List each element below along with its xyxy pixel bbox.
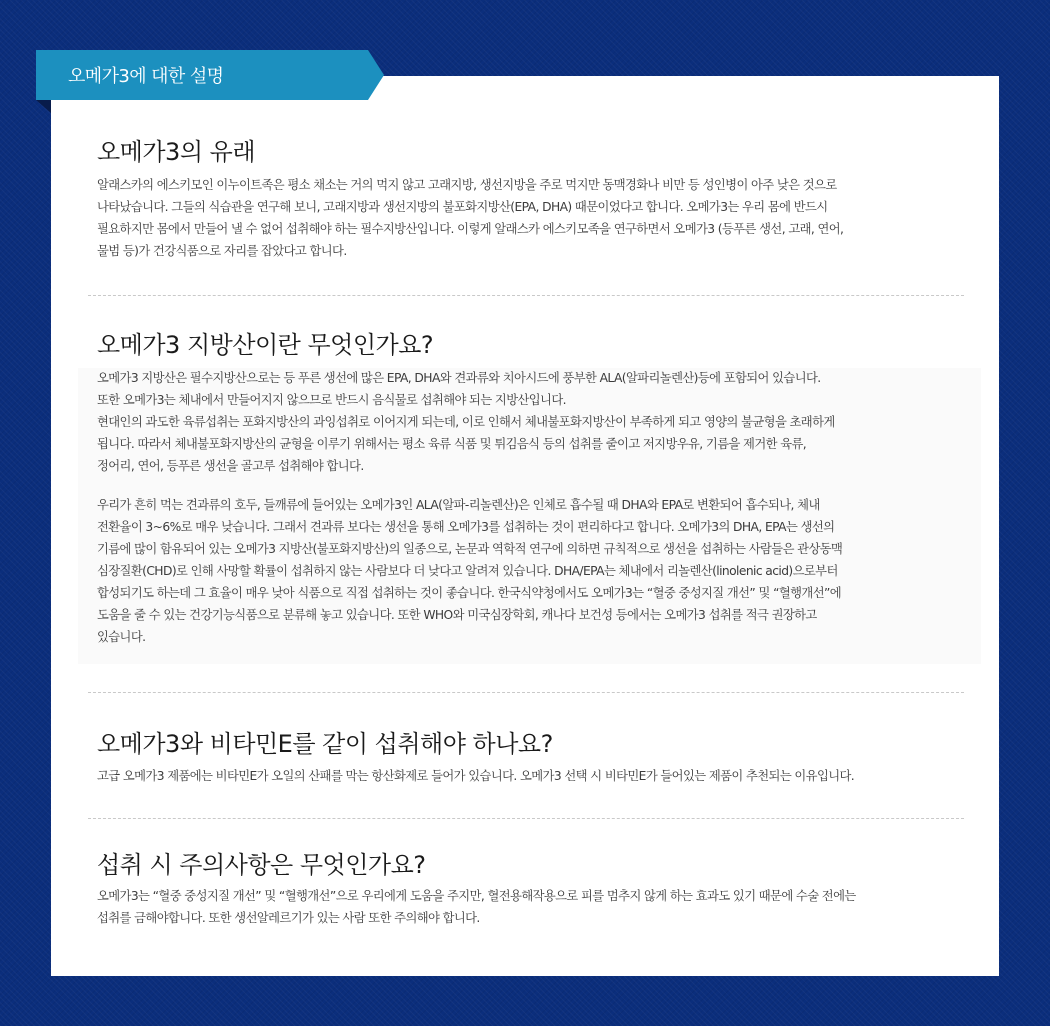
section-divider: [88, 818, 964, 819]
section-divider: [88, 692, 964, 693]
section-paragraph: [97, 494, 842, 648]
paragraph-line: 합성되기도 하는데 그 효율이 매우 낮아 식품으로 직접 섭취하는 것이 좋습니다. 한국식약청에서도 오메가3는 “혈중 중성지질 개선” 및 “혈행개선”에: [97, 586, 842, 600]
section-paragraph: [97, 367, 835, 477]
section-title-origin: 오메가3의 유래: [97, 138, 256, 166]
paragraph-line: 또한 오메가3는 체내에서 만들어지지 않으므로 반드시 음식물로 섭취해야 되는 지방산입니다.: [97, 393, 566, 407]
paragraph-line: 우리가 흔히 먹는 견과류의 호두, 들깨류에 들어있는 오메가3인 ALA(알파-리놀렌산)은 인체로 흡수될 때 DHA와 EPA로 변환되어 흡수되나, 체내: [97, 498, 820, 512]
paragraph-line: 정어리, 연어, 등푸른 생선을 골고루 섭취해야 합니다.: [97, 459, 364, 473]
paragraph-line: 오메가3는 “혈중 중성지질 개선” 및 “혈행개선”으로 우리에게 도움을 주지만, 혈전용해작용으로 피를 멈추지 않게 하는 효과도 있기 때문에 수술 전에는: [97, 889, 856, 903]
section-paragraph: [97, 174, 843, 262]
paragraph-line: 물범 등)가 건강식품으로 자리를 잡았다고 합니다.: [97, 244, 347, 258]
paragraph-line: 기름에 많이 함유되어 있는 오메가3 지방산(불포화지방산)의 일종으로, 논문과 역학적 연구에 의하면 규칙적으로 생선을 섭취하는 사람들은 관상동맥: [97, 542, 843, 556]
section-title-what-is: 오메가3 지방산이란 무엇인가요?: [97, 331, 434, 359]
paragraph-line: 현대인의 과도한 육류섭취는 포화지방산의 과잉섭취로 이어지게 되는데, 이로 인해서 체내불포화지방산이 부족하게 되고 영양의 불균형을 초래하게: [97, 415, 835, 429]
section-paragraph: [97, 765, 854, 787]
header-tab-title: 오메가3에 대한 설명: [68, 66, 224, 87]
section-divider: [88, 295, 964, 296]
paragraph-line: 오메가3 지방산은 필수지방산으로는 등 푸른 생선에 많은 EPA, DHA와 견과류와 치아시드에 풍부한 ALA(알파리놀렌산)등에 포함되어 있습니다.: [97, 371, 821, 385]
section-title-precautions: 섭취 시 주의사항은 무엇인가요?: [97, 851, 426, 879]
paragraph-line: 전환율이 3~6%로 매우 낮습니다. 그래서 견과류 보다는 생선을 통해 오메가3를 섭취하는 것이 편리하다고 합니다. 오메가3의 DHA, EPA는 생선의: [97, 520, 835, 534]
paragraph-line: 있습니다.: [97, 630, 146, 644]
paragraph-line: 됩니다. 따라서 체내불포화지방산의 균형을 이루기 위해서는 평소 육류 식품 및 튀김음식 등의 섭취를 줄이고 저지방우유, 기름을 제거한 육류,: [97, 437, 807, 451]
header-tab-fold: [36, 100, 51, 113]
paragraph-line: 도움을 줄 수 있는 건강기능식품으로 분류해 놓고 있습니다. 또한 WHO와 미국심장학회, 캐나다 보건성 등에서는 오메가3 섭취를 적극 권장하고: [97, 608, 817, 622]
section-paragraph: [97, 885, 856, 929]
paragraph-line: 필요하지만 몸에서 만들어 낼 수 없어 섭취해야 하는 필수지방산입니다. 이렇게 알래스카 에스키모족을 연구하면서 오메가3 (등푸른 생선, 고래, 연어,: [97, 222, 844, 236]
section-title-vitamin-e: 오메가3와 비타민E를 같이 섭취해야 하나요?: [97, 730, 553, 758]
paragraph-line: 심장질환(CHD)로 인해 사망할 확률이 섭취하지 않는 사람보다 더 낮다고 알려져 있습니다. DHA/EPA는 체내에서 리놀렌산(linolenic acid)으로부터: [97, 564, 838, 578]
paragraph-line: 섭취를 금해야합니다. 또한 생선알레르기가 있는 사람 또한 주의해야 합니다.: [97, 911, 480, 925]
paragraph-line: 나타났습니다. 그들의 식습관을 연구해 보니, 고래지방과 생선지방의 불포화지방산(EPA, DHA) 때문이었다고 합니다. 오메가3는 우리 몸에 반드시: [97, 200, 828, 214]
paragraph-line: 고급 오메가3 제품에는 비타민E가 오일의 산패를 막는 항산화제로 들어가 있습니다. 오메가3 선택 시 비타민E가 들어있는 제품이 추천되는 이유입니다.: [97, 769, 855, 783]
paragraph-line: 알래스카의 에스키모인 이누이트족은 평소 채소는 거의 먹지 않고 고래지방, 생선지방을 주로 먹지만 동맥경화나 비만 등 성인병이 아주 낮은 것으로: [97, 178, 837, 192]
